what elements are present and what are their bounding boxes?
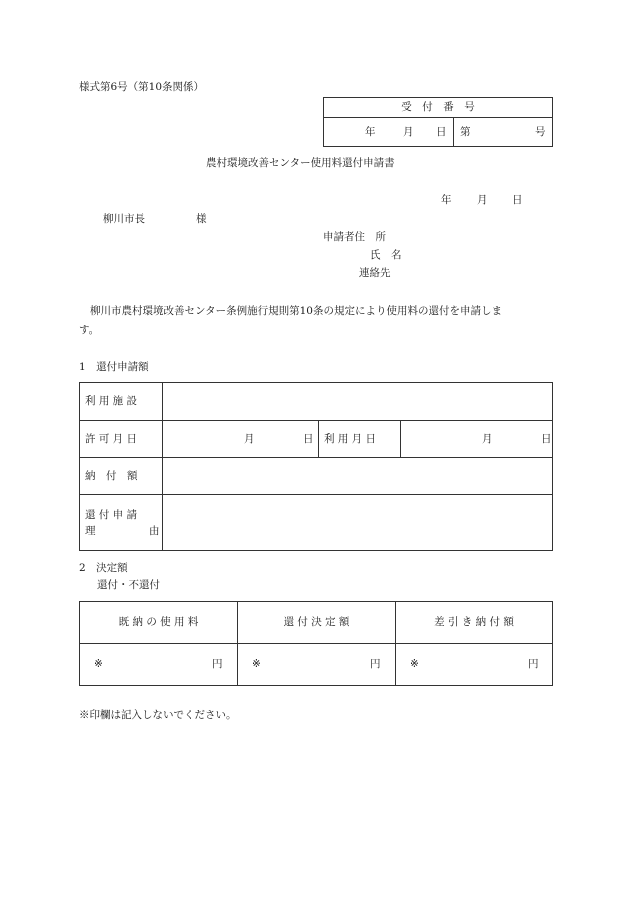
col-paid-fee-label: 既 納 の 使 用 料: [118, 616, 199, 629]
date-month: 月: [477, 194, 488, 206]
use-date-value-cell[interactable]: [401, 421, 553, 458]
date-year: 年: [441, 194, 452, 206]
payment-label: 納 付 額: [85, 470, 138, 482]
refund-decision-unit: 円: [370, 658, 381, 670]
paid-fee-value-cell: [80, 644, 238, 686]
use-date-label-cell: [319, 421, 401, 458]
receipt-dai: 第: [460, 126, 471, 138]
body-text-line2: す。: [79, 324, 100, 336]
reason-label-line2-left: 理: [85, 525, 96, 537]
refund-application-table: [79, 382, 553, 551]
receipt-number-box: [323, 97, 553, 147]
date-day: 日: [512, 194, 523, 206]
receipt-go: 号: [535, 126, 546, 138]
col-paid-fee-header: [80, 602, 238, 644]
body-text-line1: 柳川市農村環境改善センター条例施行規則第10条の規定により使用料の還付を申請しま: [90, 305, 502, 317]
permit-date-label-cell: [80, 421, 163, 458]
col-refund-decision-header: [238, 602, 396, 644]
document-title: 農村環境改善センター使用料還付申請書: [206, 157, 395, 169]
applicant-contact-label: 連絡先: [359, 267, 391, 279]
receipt-year: 年: [365, 126, 376, 138]
receipt-number-cell: [454, 118, 553, 147]
section2-heading: 2 決定額: [79, 562, 128, 574]
paid-fee-unit: 円: [212, 658, 223, 670]
use-month: 月: [482, 433, 493, 445]
net-payment-value-cell: [396, 644, 553, 686]
permit-month: 月: [244, 433, 255, 445]
facility-value-cell[interactable]: [163, 383, 553, 421]
use-date-label: 利 用 月 日: [324, 433, 377, 445]
col-net-payment-header: [396, 602, 553, 644]
applicant-address-label: 申請者住 所: [323, 231, 386, 243]
section1-heading: 1 還付申請額: [79, 361, 149, 373]
col-net-payment-label: 差 引 き 納 付 額: [434, 616, 514, 629]
facility-label: 利 用 施 設: [85, 395, 138, 407]
addressee-honorific: 様: [196, 213, 207, 225]
facility-label-cell: [80, 383, 163, 421]
col-refund-decision-label: 還 付 決 定 額: [283, 616, 350, 629]
refund-decision-mark: ※: [252, 658, 261, 670]
net-payment-mark: ※: [410, 658, 419, 670]
refund-decision-value-cell: [238, 644, 396, 686]
permit-date-label: 許 可 月 日: [85, 433, 138, 445]
net-payment-unit: 円: [528, 658, 539, 670]
receipt-header: 受 付 番 号: [401, 101, 475, 114]
paid-fee-mark: ※: [94, 658, 103, 670]
reason-value-cell[interactable]: [163, 495, 553, 551]
reason-label-cell: [80, 495, 163, 551]
reason-label-line1: 還 付 申 請: [85, 509, 138, 521]
use-day: 日: [541, 433, 552, 445]
section2-subheading: 還付・不還付: [97, 579, 160, 591]
receipt-date-cell: [324, 118, 454, 147]
footnote: ※印欄は記入しないでください。: [79, 709, 237, 721]
permit-day: 日: [303, 433, 314, 445]
reason-label-line2-right: 由: [149, 525, 160, 537]
payment-label-cell: [80, 458, 163, 495]
payment-value-cell[interactable]: [163, 458, 553, 495]
form-id: 様式第6号（第10条関係）: [79, 81, 205, 93]
addressee-name: 柳川市長: [103, 213, 145, 225]
receipt-month: 月: [403, 126, 414, 138]
applicant-name-label: 氏 名: [370, 249, 402, 261]
decision-amount-table: [79, 601, 553, 686]
receipt-header-cell: [324, 98, 553, 118]
permit-date-value-cell[interactable]: [163, 421, 319, 458]
receipt-day: 日: [436, 126, 447, 138]
